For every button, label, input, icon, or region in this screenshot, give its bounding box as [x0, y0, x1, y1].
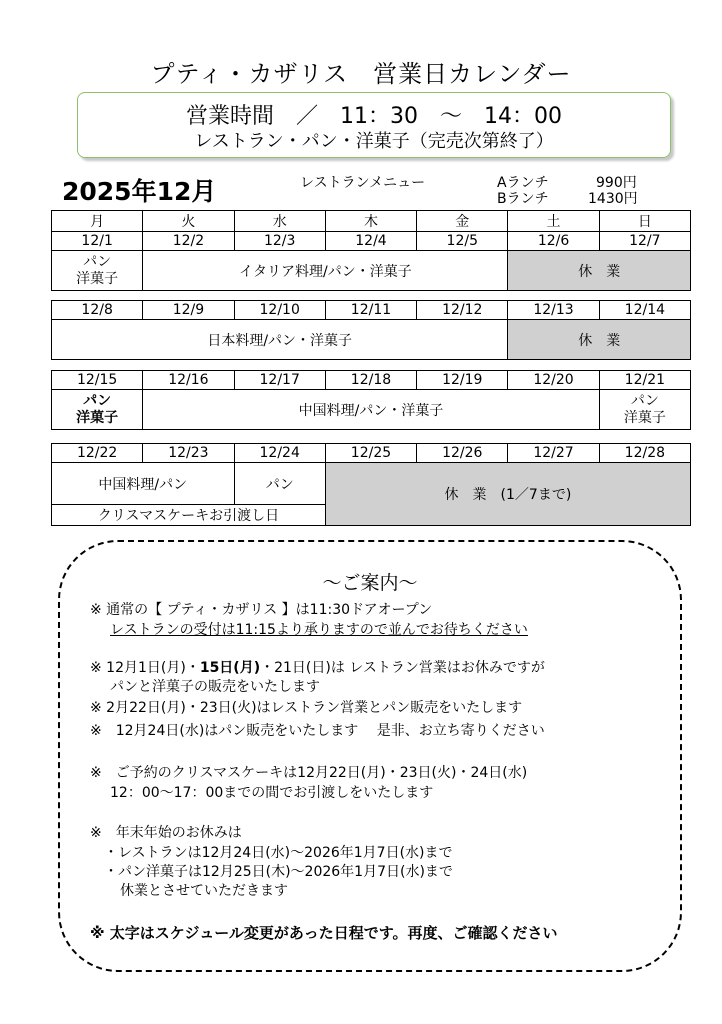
page-title: プティ・カザリス 営業日カレンダー: [150, 60, 572, 88]
date-cell: 12/21: [599, 371, 690, 390]
calendar-week-1: [51, 210, 691, 291]
date-cell: 12/14: [599, 301, 690, 320]
date-cell: 12/10: [234, 301, 325, 320]
notice-text: ・21日(日)は レストラン営業はお休みですが: [260, 660, 545, 676]
schedule-cell: 中国料理/パン: [52, 463, 235, 505]
date-cell: 12/3: [234, 232, 325, 251]
schedule-cell: 中国料理/パン・洋菓子: [143, 390, 599, 430]
schedule-text: 洋菓子: [76, 409, 119, 426]
lunch-a-name: Aランチ: [497, 175, 549, 191]
schedule-cell: イタリア料理/パン・洋菓子: [143, 251, 508, 291]
notice-line: パンと洋菓子の販売をいたします: [110, 679, 320, 695]
date-cell: 12/24: [234, 444, 325, 463]
date-cell: 12/16: [143, 371, 234, 390]
schedule-cell: パン: [234, 463, 325, 505]
notice-line: レストランの受付は11:15より承りますので並んでお待ちください: [110, 622, 528, 638]
date-cell: 12/25: [325, 444, 416, 463]
notice-line: ※ 2月22日(月)・23日(火)はレストラン営業とパン販売をいたします: [90, 700, 523, 716]
date-cell: 12/8: [52, 301, 143, 320]
notice-line: 12：00～17：00までの間でお引渡しをいたします: [110, 785, 434, 801]
lunch-b-name: Bランチ: [497, 191, 549, 207]
notice-box: [58, 540, 682, 972]
schedule-cell: 日本料理/パン・洋菓子: [52, 320, 508, 360]
schedule-text: 洋菓子: [76, 270, 119, 287]
date-cell: 12/22: [52, 444, 143, 463]
date-cell: 12/1: [52, 232, 143, 251]
weekday-tue: 火: [143, 211, 234, 232]
date-cell: 12/6: [508, 232, 599, 251]
lunch-b-price: 1430円: [588, 191, 638, 207]
notice-line: ・パン洋菓子は12月25日(木)～2026年1月7日(水)まで: [104, 864, 453, 880]
lunch-a-price: 990円: [596, 175, 637, 191]
closed-cell: 休 業 (1／7まで): [325, 463, 690, 526]
weekday-sat: 土: [508, 211, 599, 232]
date-cell: 12/20: [508, 371, 599, 390]
business-hours-note: レストラン・パン・洋菓子（完売次第終了）: [194, 131, 554, 152]
weekday-mon: 月: [52, 211, 143, 232]
date-cell: 12/19: [417, 371, 508, 390]
schedule-cell: [52, 251, 143, 291]
date-cell: 12/18: [325, 371, 416, 390]
date-cell: 12/17: [234, 371, 325, 390]
date-cell: 12/4: [325, 232, 416, 251]
notice-line: ※ 通常の【 プティ・カザリス 】は11:30ドアオープン: [90, 602, 433, 618]
schedule-text: パン: [83, 253, 112, 270]
date-cell: 12/7: [599, 232, 690, 251]
date-cell: 12/11: [325, 301, 416, 320]
notice-bold-note: ※ 太字はスケジュール変更があった日程です。再度、ご確認ください: [90, 924, 558, 942]
notice-line: [90, 657, 545, 677]
date-cell: 12/13: [508, 301, 599, 320]
weekday-sun: 日: [599, 211, 690, 232]
calendar-week-2: [51, 300, 691, 360]
notice-line: ・レストランは12月24日(水)～2026年1月7日(水)まで: [104, 845, 453, 861]
date-cell: 12/12: [417, 301, 508, 320]
weekday-fri: 金: [417, 211, 508, 232]
calendar-week-4: [51, 443, 691, 526]
notice-title: ～ご案内～: [322, 572, 418, 594]
notice-text: ※ 12月1日(月)・: [90, 660, 200, 676]
menu-label: レストランメニュー: [300, 175, 426, 191]
month-title: 2025年12月: [62, 177, 217, 206]
christmas-cake-note: クリスマスケーキお引渡し日: [52, 505, 326, 526]
schedule-cell: [599, 390, 690, 430]
date-cell: 12/5: [417, 232, 508, 251]
business-hours-box: [77, 92, 671, 158]
notice-line: ※ 12月24日(水)はパン販売をいたします 是非、お立ち寄りください: [90, 723, 545, 739]
date-cell: 12/27: [508, 444, 599, 463]
notice-line: 休業とさせていただきます: [120, 883, 288, 899]
schedule-text: パン: [630, 392, 659, 409]
weekday-wed: 水: [234, 211, 325, 232]
calendar-week-3: [51, 370, 691, 430]
closed-cell: 休 業: [508, 251, 691, 291]
notice-line: ※ 年末年始のお休みは: [90, 825, 242, 841]
schedule-cell: [52, 390, 143, 430]
schedule-text: パン: [83, 392, 112, 409]
schedule-text: 洋菓子: [623, 409, 666, 426]
date-cell: 12/26: [417, 444, 508, 463]
notice-bold-date: 15日(月): [199, 660, 261, 676]
date-cell: 12/2: [143, 232, 234, 251]
date-cell: 12/9: [143, 301, 234, 320]
notice-line: ※ ご予約のクリスマスケーキは12月22日(月)・23日(火)・24日(水): [90, 765, 528, 781]
date-cell: 12/28: [599, 444, 690, 463]
date-cell: 12/23: [143, 444, 234, 463]
closed-cell: 休 業: [508, 320, 691, 360]
date-cell: 12/15: [52, 371, 143, 390]
weekday-thu: 木: [325, 211, 416, 232]
business-hours: 営業時間 ／ 11：30 ～ 14：00: [186, 104, 562, 129]
